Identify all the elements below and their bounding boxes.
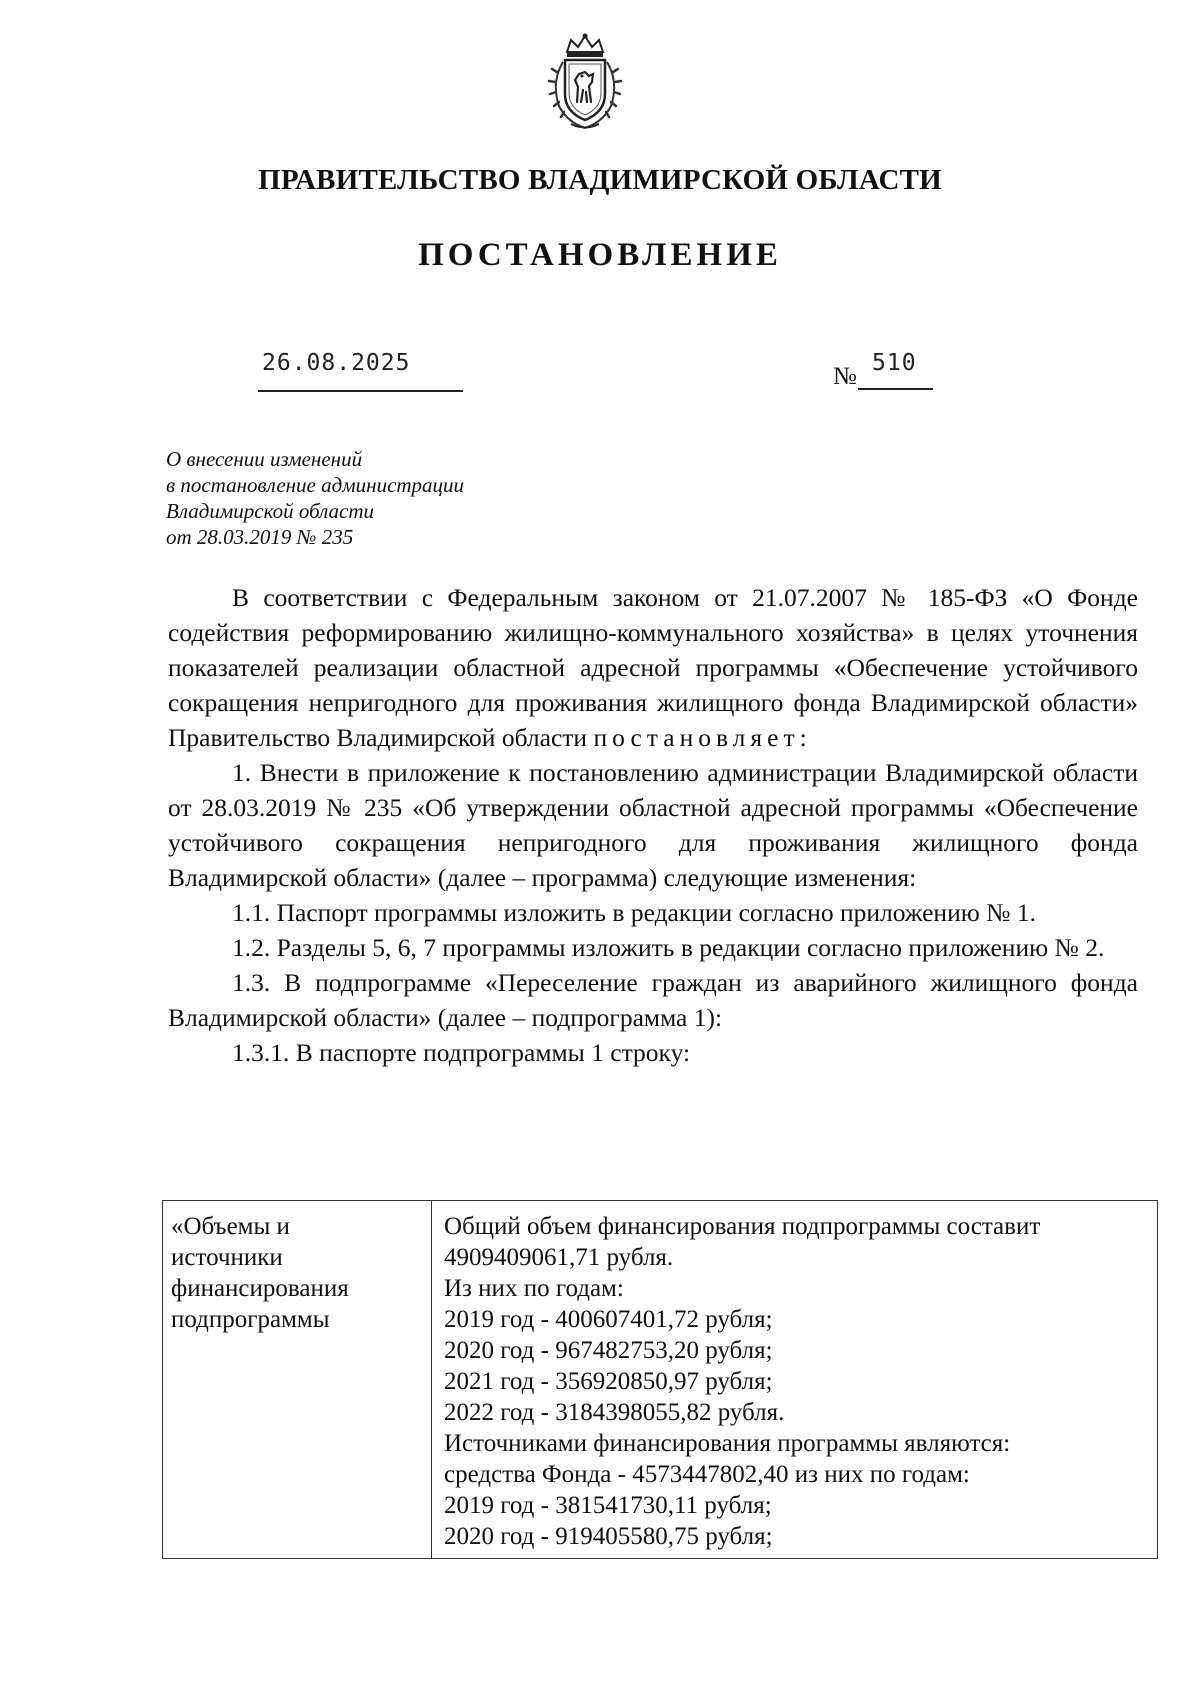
label-line: «Объемы и <box>171 1213 290 1240</box>
value-line: Общий объем финансирования подпрограммы составит <box>444 1213 1041 1240</box>
document-number: 510 <box>872 350 917 376</box>
subject-line: от 28.03.2019 № 235 <box>166 525 354 549</box>
value-line: Из них по годам: <box>444 1275 624 1302</box>
value-line: 2022 год - 3184398055,82 рубля. <box>444 1399 785 1426</box>
organization-name: ПРАВИТЕЛЬСТВО ВЛАДИМИРСКОЙ ОБЛАСТИ <box>258 164 942 196</box>
subject-line: О внесении изменений <box>166 447 363 471</box>
item-1-1: 1.1. Паспорт программы изложить в редакции согласно приложению № 1. <box>232 898 1036 927</box>
table-value-cell <box>432 1201 1158 1559</box>
value-line: 2019 год - 381541730,11 рубля; <box>444 1492 772 1519</box>
coat-of-arms-emblem <box>545 32 625 132</box>
item-1-3: 1.3. В подпрограмме «Переселение граждан из аварийного жилищного фонда Владимирской области» (далее – подпрограмма 1): <box>168 968 1138 1032</box>
value-line: 2020 год - 967482753,20 рубля; <box>444 1337 773 1364</box>
preamble-verb: постановляет: <box>593 723 812 752</box>
value-line: Источниками финансирования программы являются: <box>444 1430 1011 1457</box>
item-1-3-1: 1.3.1. В паспорте подпрограммы 1 строку: <box>232 1038 691 1067</box>
table-label-cell <box>163 1201 432 1559</box>
preamble-paragraph <box>168 580 1138 755</box>
subject-line: Владимирской области <box>166 499 375 523</box>
subject-line: в постановление администрации <box>166 473 465 497</box>
value-line: 2020 год - 919405580,75 рубля; <box>444 1523 773 1550</box>
label-line: финансирования <box>171 1275 349 1302</box>
document-body <box>168 580 1138 1070</box>
label-line: подпрограммы <box>171 1306 330 1333</box>
document-date: 26.08.2025 <box>262 350 411 376</box>
financing-table <box>162 1200 1158 1559</box>
date-underline <box>258 390 463 392</box>
document-subject <box>166 446 464 550</box>
table-row <box>163 1201 1158 1559</box>
value-line: 2019 год - 400607401,72 рубля; <box>444 1306 773 1333</box>
preamble-text: В соответствии с Федеральным законом от 21.07.2007 № 185-ФЗ «О Фонде содействия реформированию жилищно-коммунального хозяйства» в целях уточнения показателей реализации областной адресной программы «Обеспечение устойчивого сокращения непригодного для проживания жилищного фонда Владимирской области» Правительство Владимирской области <box>168 583 1138 752</box>
value-line: 4909409061,71 рубля. <box>444 1244 674 1271</box>
item-1-2: 1.2. Разделы 5, 6, 7 программы изложить в редакции согласно приложению № 2. <box>232 933 1105 962</box>
label-line: источники <box>171 1244 283 1271</box>
number-sign: № <box>833 363 857 390</box>
item-1: 1. Внести в приложение к постановлению администрации Владимирской области от 28.03.2019 № 235 «Об утверждении областной адресной программы «Обеспечение устойчивого сокращения непригодного для проживания жилищного фонда Владимирской области» (далее – программа) следующие изменения: <box>168 758 1138 892</box>
number-underline <box>858 388 933 390</box>
value-line: средства Фонда - 4573447802,40 из них по годам: <box>444 1461 970 1488</box>
value-line: 2021 год - 356920850,97 рубля; <box>444 1368 773 1395</box>
document-type-title: ПОСТАНОВЛЕНИЕ <box>418 237 782 273</box>
